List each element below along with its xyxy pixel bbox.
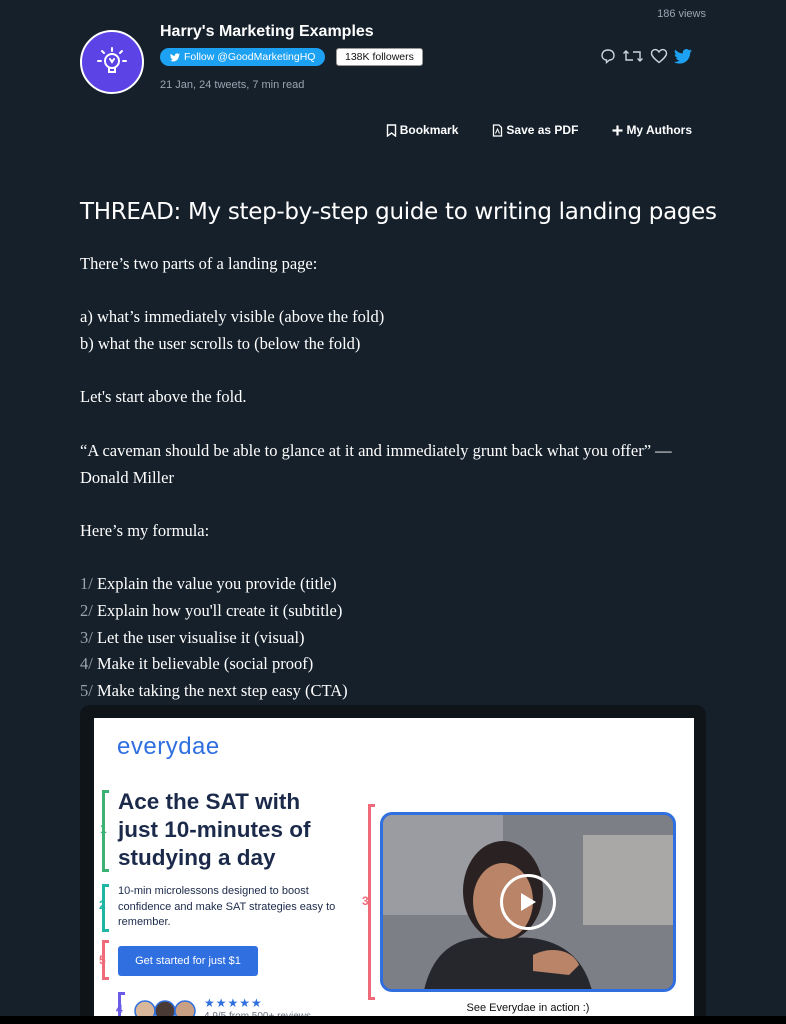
- video-thumbnail[interactable]: [380, 812, 676, 992]
- step-text: Explain how you'll create it (subtitle): [92, 601, 343, 621]
- thread-actions: [600, 48, 692, 64]
- retweet-icon[interactable]: [622, 48, 644, 64]
- thread-toolbar: [386, 123, 692, 137]
- view-count: 186 views: [657, 8, 706, 20]
- step-item: [80, 681, 348, 700]
- step-number: 2/: [80, 601, 93, 621]
- save-pdf-button[interactable]: [492, 123, 578, 137]
- step-number: 1/: [80, 574, 93, 594]
- bracket-label-1: 1: [100, 822, 107, 836]
- thread-meta: 21 Jan, 24 tweets, 7 min read: [160, 79, 305, 91]
- bracket-label-3: 3: [362, 894, 369, 908]
- pdf-icon: [492, 124, 503, 137]
- rating-stars: ★★★★★: [204, 996, 263, 1010]
- follow-label: Follow @GoodMarketingHQ: [184, 51, 316, 63]
- headline-line-1: Ace the SAT with: [118, 789, 301, 814]
- bracket-label-2: 2: [99, 898, 106, 912]
- formula-steps: [80, 571, 706, 705]
- save-pdf-label: Save as PDF: [506, 123, 579, 137]
- bottom-bar: [0, 1016, 786, 1024]
- lightbulb-icon: [93, 43, 131, 81]
- step-item: [80, 601, 342, 620]
- video-caption: See Everydae in action :): [466, 1002, 590, 1014]
- follow-button[interactable]: [160, 48, 325, 66]
- bracket-3: [368, 804, 375, 1000]
- parts-list: [80, 304, 706, 357]
- start-text: Let's start above the fold.: [80, 387, 247, 407]
- plus-icon: [612, 125, 623, 136]
- formula-intro: Here’s my formula:: [80, 520, 210, 540]
- step-item: [80, 628, 305, 647]
- twitter-icon[interactable]: [674, 49, 692, 64]
- headline-line-2: just 10-minutes of: [118, 817, 311, 842]
- step-text: Let the user visualise it (visual): [92, 627, 305, 647]
- intro-text: There’s two parts of a landing page:: [80, 254, 318, 273]
- step-item: [80, 654, 313, 673]
- twitter-bird-icon: [170, 53, 180, 62]
- step-text: Make it believable (social proof): [92, 654, 314, 674]
- thread-title: THREAD: My step-by-step guide to writing landing pages: [80, 199, 717, 225]
- brand-logo: everydae: [117, 733, 220, 760]
- step-text: Explain the value you provide (title): [92, 574, 337, 594]
- bookmark-label: Bookmark: [399, 123, 459, 137]
- play-icon: [518, 891, 538, 913]
- step-number: 5/: [80, 681, 93, 701]
- step-number: 3/: [80, 627, 93, 647]
- part-b-text: b) what the user scrolls to (below the fold): [80, 334, 361, 354]
- bookmark-button[interactable]: [386, 123, 459, 137]
- followers-count: 138K followers: [336, 48, 423, 66]
- play-button[interactable]: [500, 874, 556, 930]
- landing-headline: [118, 788, 311, 872]
- reply-icon[interactable]: [600, 48, 616, 64]
- step-number: 4/: [80, 654, 93, 674]
- bookmark-icon: [386, 124, 397, 137]
- my-authors-label: My Authors: [626, 123, 692, 137]
- thread-body: [80, 251, 706, 732]
- step-text: Make taking the next step easy (CTA): [92, 681, 348, 701]
- bracket-label-5: 5: [99, 953, 106, 967]
- quote-text: “A caveman should be able to glance at it and immediately grunt back what you offer” — Donald Miller: [80, 440, 672, 487]
- bracket-label-4: 4: [116, 1002, 123, 1016]
- author-name[interactable]: Harry's Marketing Examples: [160, 23, 374, 40]
- like-icon[interactable]: [650, 48, 668, 64]
- landing-subtitle: 10-min microlessons designed to boost confidence and make SAT strategies easy to remember.: [118, 885, 336, 928]
- part-a-text: a) what’s immediately visible (above the fold): [80, 307, 385, 327]
- headline-line-3: studying a day: [118, 845, 276, 870]
- my-authors-button[interactable]: [612, 123, 692, 137]
- get-started-button[interactable]: Get started for just $1: [118, 946, 258, 976]
- author-avatar[interactable]: [80, 30, 144, 94]
- step-item: [80, 574, 337, 593]
- landing-page-image[interactable]: [94, 718, 694, 1024]
